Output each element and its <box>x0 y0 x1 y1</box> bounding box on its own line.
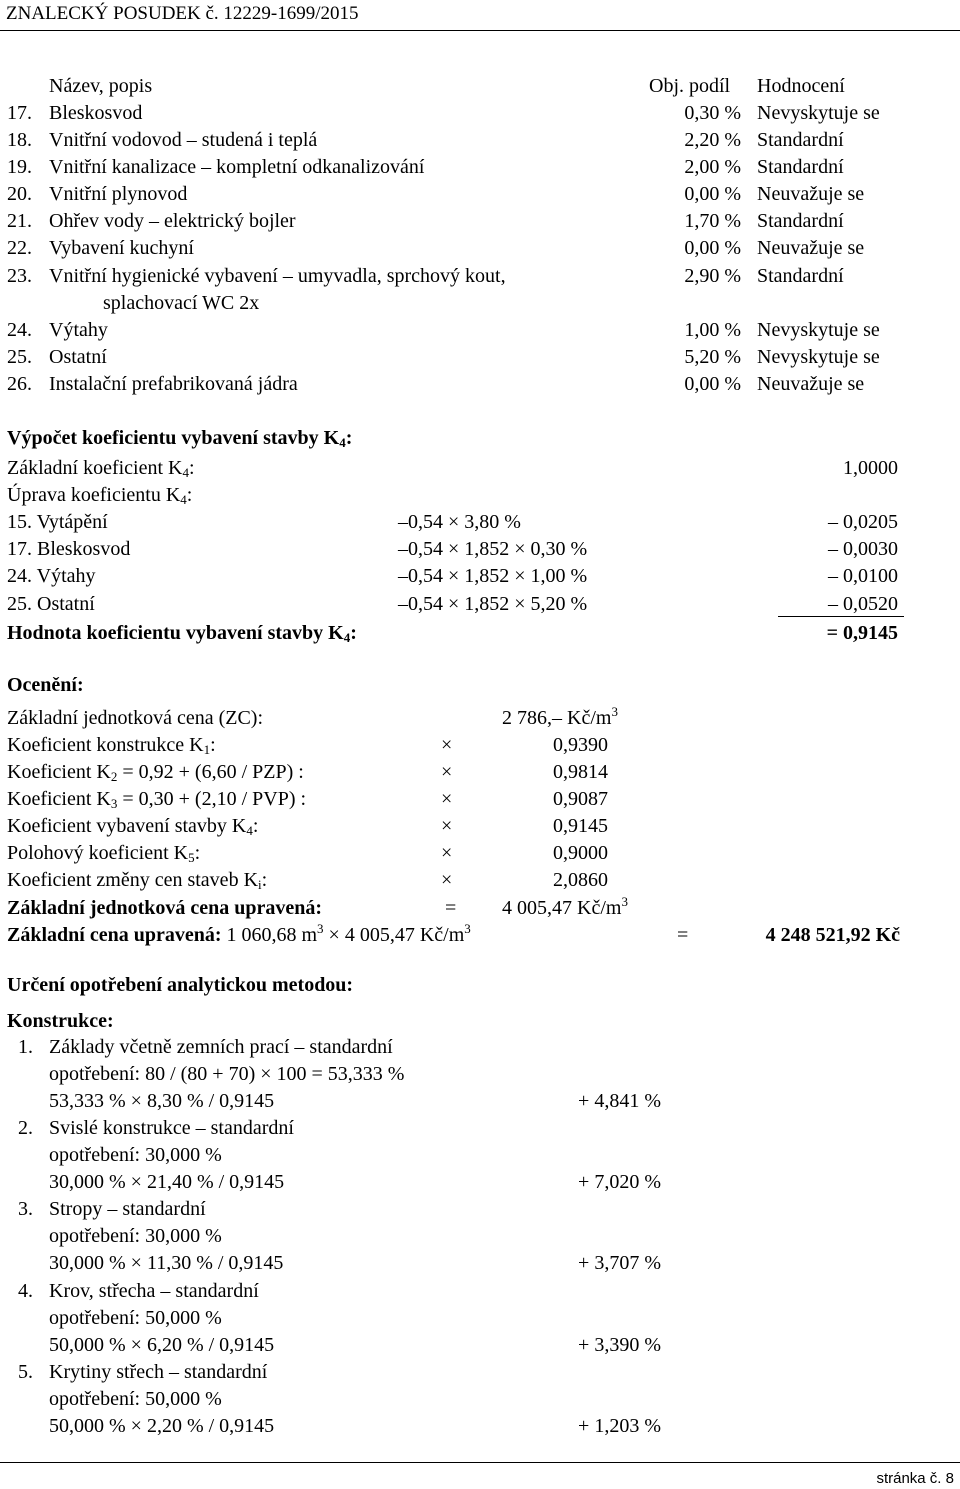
adjusted-unit-price-value: 4 005,47 $Kč/m^3$ <box>502 894 628 919</box>
k4-row-formula: –0,54 × 3,80 % <box>398 511 521 533</box>
wear-heading: Určení opotřebení analytickou metodou: <box>7 974 354 996</box>
row-num: 19. <box>7 156 32 178</box>
coef-label: Koeficient $K_2 = 0,92 + (6,60 / PZP)$ : <box>7 761 304 784</box>
row-name: Ohřev vody – elektrický bojler <box>49 210 296 232</box>
item-result: + 3,707 % <box>578 1252 661 1274</box>
coef-label: Koeficient $K_3 = 0,30 + (2,10 / PVP)$ : <box>7 788 307 811</box>
row-name: Ostatní <box>49 346 107 368</box>
equals-sign: = <box>677 924 689 946</box>
item-wear: opotřebení: 80 / (80 + 70) × 100 = 53,333 % <box>49 1063 405 1085</box>
adjusted-price-row: Základní cena upravená: 1 060,68 $m^3 \times 4$ 005,47 $Kč/m^3$ <box>7 921 471 946</box>
item-title: Svislé konstrukce – standardní <box>49 1117 294 1139</box>
row-share: 2,00 % <box>684 156 741 178</box>
k4-row-formula: –0,54 × 1,852 × 1,00 % <box>398 565 588 587</box>
row-rating: Neuvažuje se <box>757 183 865 205</box>
row-share: 1,70 % <box>684 210 741 232</box>
item-calc: 30,000 % × 21,40 % / 0,9145 <box>49 1171 285 1193</box>
header-rule <box>0 30 960 31</box>
row-rating: Standardní <box>757 156 844 178</box>
row-share: 5,20 % <box>684 346 741 368</box>
row-num: 18. <box>7 129 32 151</box>
item-wear: opotřebení: 50,000 % <box>49 1307 222 1329</box>
k4-heading: Výpočet koeficientu vybavení stavby $K_4$: <box>7 427 353 450</box>
k4-row-formula: –0,54 × 1,852 × 5,20 % <box>398 593 588 615</box>
base-price-value: 2 786,– $Kč/m^3$ <box>502 704 618 729</box>
row-num: 24. <box>7 319 32 341</box>
multiply-sign: × <box>441 842 453 864</box>
row-rating: Standardní <box>757 265 844 287</box>
coef-value: 0,9145 <box>553 815 608 837</box>
document-title: ZNALECKÝ POSUDEK č. 12229-1699/2015 <box>6 3 359 24</box>
coef-label: Koeficient vybavení stavby $K_4$: <box>7 815 259 838</box>
row-share: 0,00 % <box>684 183 741 205</box>
row-share: 0,00 % <box>684 373 741 395</box>
coef-value: 0,9087 <box>553 788 608 810</box>
row-share: 2,20 % <box>684 129 741 151</box>
row-name-continuation: splachovací WC 2x <box>103 292 260 314</box>
k4-row-label: 24. Výtahy <box>7 565 96 587</box>
row-rating: Standardní <box>757 210 844 232</box>
row-rating: Neuvažuje se <box>757 237 865 259</box>
row-num: 17. <box>7 102 32 124</box>
k4-result-value: = 0,9145 <box>826 622 898 644</box>
item-num: 1. <box>18 1036 33 1058</box>
row-rating: Standardní <box>757 129 844 151</box>
coef-value: 0,9390 <box>553 734 608 756</box>
item-title: Krytiny střech – standardní <box>49 1361 268 1383</box>
k4-base-label: Základní koeficient $K_4$: <box>7 457 195 480</box>
valuation-heading: Ocenění: <box>7 674 84 696</box>
k4-row-value: – 0,0205 <box>828 511 898 533</box>
row-name: Vnitřní plynovod <box>49 183 188 205</box>
item-calc: 50,000 % × 6,20 % / 0,9145 <box>49 1334 275 1356</box>
coef-label: Koeficient konstrukce $K_1$: <box>7 734 216 757</box>
item-result: + 7,020 % <box>578 1171 661 1193</box>
row-rating: Nevyskytuje se <box>757 346 880 368</box>
page-number: stránka č. 8 <box>876 1470 954 1487</box>
wear-subheading: Konstrukce: <box>7 1010 114 1032</box>
row-name: Instalační prefabrikovaná jádra <box>49 373 298 395</box>
item-num: 4. <box>18 1280 33 1302</box>
row-share: 0,30 % <box>684 102 741 124</box>
row-name: Vnitřní vodovod – studená i teplá <box>49 129 318 151</box>
col-header-rating: Hodnocení <box>757 75 845 97</box>
multiply-sign: × <box>441 734 453 756</box>
footer-rule <box>0 1462 960 1463</box>
item-num: 5. <box>18 1361 33 1383</box>
row-num: 21. <box>7 210 32 232</box>
multiply-sign: × <box>441 869 453 891</box>
k4-row-formula: –0,54 × 1,852 × 0,30 % <box>398 538 588 560</box>
k4-adjust-label: Úprava koeficientu $K_4$: <box>7 484 193 507</box>
coef-value: 0,9814 <box>553 761 608 783</box>
k4-row-value: – 0,0030 <box>828 538 898 560</box>
row-num: 25. <box>7 346 32 368</box>
k4-row-label: 15. Vytápění <box>7 511 108 533</box>
row-name: Bleskosvod <box>49 102 143 124</box>
row-rating: Nevyskytuje se <box>757 319 880 341</box>
k4-row-label: 17. Bleskosvod <box>7 538 131 560</box>
item-calc: 53,333 % × 8,30 % / 0,9145 <box>49 1090 275 1112</box>
item-wear: opotřebení: 30,000 % <box>49 1144 222 1166</box>
row-name: Výtahy <box>49 319 108 341</box>
row-rating: Neuvažuje se <box>757 373 865 395</box>
row-share: 2,90 % <box>684 265 741 287</box>
row-share: 1,00 % <box>684 319 741 341</box>
col-header-share: Obj. podíl <box>649 75 731 97</box>
multiply-sign: × <box>441 788 453 810</box>
item-title: Stropy – standardní <box>49 1198 206 1220</box>
equals-sign: = <box>445 897 457 919</box>
col-header-name: Název, popis <box>49 75 153 97</box>
k4-result-label: Hodnota koeficientu vybavení stavby $K_4$: <box>7 622 357 645</box>
row-num: 20. <box>7 183 32 205</box>
item-wear: opotřebení: 30,000 % <box>49 1225 222 1247</box>
row-share: 0,00 % <box>684 237 741 259</box>
sum-rule <box>778 616 904 617</box>
k4-row-value: – 0,0520 <box>828 593 898 615</box>
row-num: 26. <box>7 373 32 395</box>
item-calc: 30,000 % × 11,30 % / 0,9145 <box>49 1252 284 1274</box>
item-calc: 50,000 % × 2,20 % / 0,9145 <box>49 1415 275 1437</box>
base-price-label: Základní jednotková cena (ZC): <box>7 707 264 729</box>
row-name: Vnitřní kanalizace – kompletní odkanalizování <box>49 156 425 178</box>
row-num: 22. <box>7 237 32 259</box>
adjusted-price-value: 4 248 521,92 Kč <box>765 924 900 946</box>
multiply-sign: × <box>441 815 453 837</box>
k4-base-value: 1,0000 <box>843 457 898 479</box>
row-rating: Nevyskytuje se <box>757 102 880 124</box>
item-result: + 3,390 % <box>578 1334 661 1356</box>
item-result: + 1,203 % <box>578 1415 661 1437</box>
k4-row-label: 25. Ostatní <box>7 593 95 615</box>
coef-label: Polohový koeficient $K_5$: <box>7 842 201 865</box>
coef-label: Koeficient změny cen staveb $K_i$: <box>7 869 268 892</box>
coef-value: 2,0860 <box>553 869 608 891</box>
item-num: 2. <box>18 1117 33 1139</box>
item-title: Krov, střecha – standardní <box>49 1280 259 1302</box>
item-result: + 4,841 % <box>578 1090 661 1112</box>
k4-row-value: – 0,0100 <box>828 565 898 587</box>
coef-value: 0,9000 <box>553 842 608 864</box>
row-num: 23. <box>7 265 32 287</box>
row-name: Vybavení kuchyní <box>49 237 194 259</box>
row-name: Vnitřní hygienické vybavení – umyvadla, sprchový kout, <box>49 265 506 287</box>
multiply-sign: × <box>441 761 453 783</box>
adjusted-unit-price-label: Základní jednotková cena upravená: <box>7 897 323 919</box>
item-title: Základy včetně zemních prací – standardní <box>49 1036 393 1058</box>
item-num: 3. <box>18 1198 33 1220</box>
item-wear: opotřebení: 50,000 % <box>49 1388 222 1410</box>
